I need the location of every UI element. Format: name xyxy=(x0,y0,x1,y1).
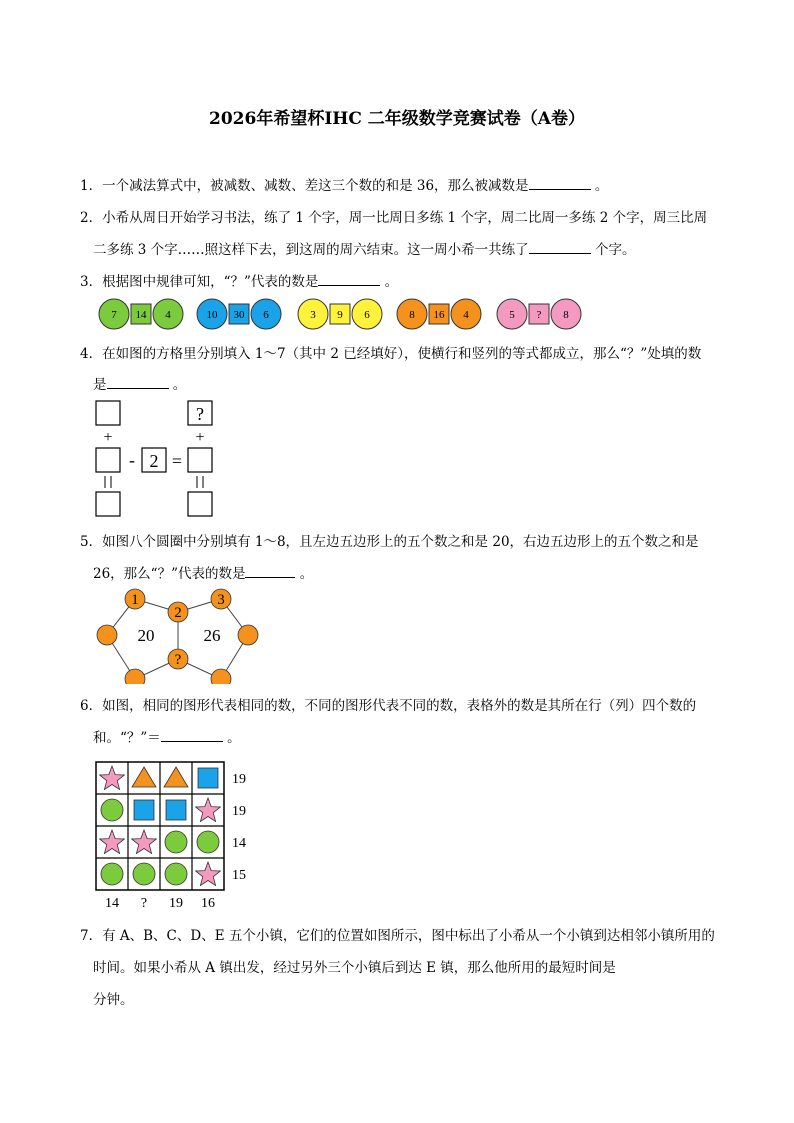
box-bottom-right[interactable] xyxy=(188,492,212,516)
question-4-line1: 4．在如图的方格里分别填入 1～7（其中 2 已经填好），使横行和竖列的等式都成立，那么“？”处填的数 xyxy=(80,346,702,362)
circle-shape xyxy=(101,799,123,821)
given-number: 2 xyxy=(149,451,159,471)
column-sum: 14 xyxy=(105,896,119,908)
circle-shape xyxy=(197,831,219,853)
question-2-line1: 2．小希从周日开始学习书法，练了 1 个字，周一比周日多练 1 个字，周二比周一多练 2 个字，周三比周 xyxy=(80,210,708,226)
question-5-line2: 26，那么“？”代表的数是 。 xyxy=(93,566,314,582)
answer-blank[interactable] xyxy=(529,177,591,190)
svg-text:2: 2 xyxy=(174,605,182,621)
pattern-number: 3 xyxy=(310,309,316,321)
pattern-number: 6 xyxy=(364,309,370,321)
box-top-left[interactable] xyxy=(96,401,120,425)
answer-blank[interactable] xyxy=(245,565,295,578)
pattern-number: 10 xyxy=(206,309,218,321)
circle-shape xyxy=(165,831,187,853)
column-sum: 16 xyxy=(201,896,215,908)
answer-blank[interactable] xyxy=(529,241,591,254)
pattern-number: 9 xyxy=(337,309,343,321)
pattern-figure xyxy=(90,294,600,334)
equals-sign: = xyxy=(171,451,183,471)
answer-blank[interactable] xyxy=(161,729,223,742)
square-shape xyxy=(134,800,154,820)
question-6-line2: 和。“？”＝ 。 xyxy=(93,730,241,746)
question-5-line1: 5．如图八个圆圈中分别填有 1～8，且左边五边形上的五个数之和是 20，右边五边形上的五个数之和是 xyxy=(80,534,699,550)
question-7-line3: 分钟。 xyxy=(93,992,134,1008)
column-sum: 19 xyxy=(169,896,183,908)
right-sum: 26 xyxy=(203,626,221,645)
shape-grid xyxy=(90,758,270,908)
question-2-line2: 二多练 3 个字……照这样下去，到这周的周六结束。这一周小希一共练了 个字。 xyxy=(93,242,636,258)
pattern-number: 8 xyxy=(563,309,569,321)
plus-sign: + xyxy=(195,429,205,446)
column-sum: ? xyxy=(140,896,148,908)
question-4-line2: 是 。 xyxy=(93,377,187,393)
pentagon-figure xyxy=(90,584,270,684)
pattern-number: 16 xyxy=(433,309,445,321)
pattern-number: 7 xyxy=(111,309,117,321)
pattern-number: ? xyxy=(536,309,542,321)
pattern-number: 5 xyxy=(509,309,515,321)
left-sum: 20 xyxy=(137,626,155,645)
pattern-number: 30 xyxy=(233,309,245,321)
circle-empty[interactable] xyxy=(211,669,231,684)
question-3: 3．根据图中规律可知，“？”代表的数是 。 xyxy=(80,274,399,290)
pattern-number: 4 xyxy=(165,309,171,321)
box-mid-left[interactable] xyxy=(96,448,120,472)
pattern-number: 14 xyxy=(135,309,147,321)
question-mark: ? xyxy=(196,404,204,424)
svg-text:1: 1 xyxy=(131,592,139,608)
row-sum: 19 xyxy=(232,804,246,819)
question-6-line1: 6．如图，相同的图形代表相同的数，不同的图形代表不同的数，表格外的数是其所在行（列）四个数的 xyxy=(80,698,697,714)
row-sum: 14 xyxy=(232,836,246,851)
row-sum: 15 xyxy=(232,868,246,883)
pattern-number: 6 xyxy=(263,309,269,321)
pattern-number: 8 xyxy=(409,309,415,321)
circle-empty[interactable] xyxy=(238,625,258,645)
square-shape xyxy=(166,800,186,820)
question-1: 1．一个减法算式中，被减数、减数、差这三个数的和是 36，那么被减数是 。 xyxy=(80,178,609,194)
circle-shape xyxy=(165,863,187,885)
answer-blank[interactable] xyxy=(107,376,169,389)
box-bottom-left[interactable] xyxy=(96,492,120,516)
question-7-line2: 时间。如果小希从 A 镇出发，经过另外三个小镇后到达 E 镇，那么他所用的最短时间是 xyxy=(93,960,616,976)
equation-grid xyxy=(90,396,230,520)
circle-empty[interactable] xyxy=(125,669,145,684)
pattern-number: 4 xyxy=(463,309,469,321)
vertical-equals-left xyxy=(105,476,111,488)
row-sum: 19 xyxy=(232,772,246,787)
minus-sign: - xyxy=(129,450,135,470)
svg-text:3: 3 xyxy=(217,592,225,608)
box-mid-right[interactable] xyxy=(188,448,212,472)
page-title: 2026年希望杯IHC 二年级数学竞赛试卷（A卷） xyxy=(209,109,585,129)
svg-text:?: ? xyxy=(174,652,182,668)
circle-shape xyxy=(101,863,123,885)
square-shape xyxy=(198,768,218,788)
plus-sign: + xyxy=(103,429,113,446)
vertical-equals-right xyxy=(197,476,203,488)
circle-shape xyxy=(133,863,155,885)
answer-blank[interactable] xyxy=(318,273,380,286)
circle-empty[interactable] xyxy=(97,625,117,645)
question-7-line1: 7．有 A、B、C、D、E 五个小镇，它们的位置如图所示，图中标出了小希从一个小镇到达相邻小镇所用的 xyxy=(80,928,715,944)
